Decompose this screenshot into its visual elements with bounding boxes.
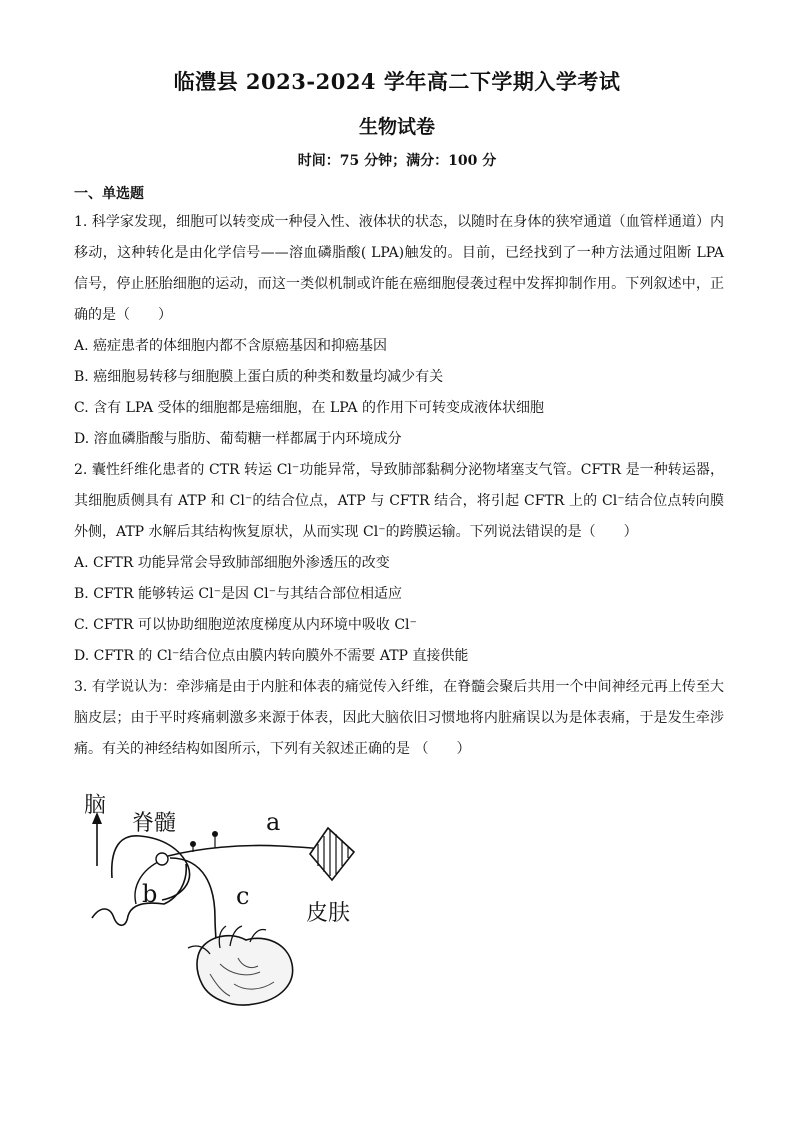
question-2-option-a: A. CFTR 功能异常会导致肺部细胞外渗透压的改变	[74, 555, 390, 571]
exam-meta: 时间：75 分钟；满分：100 分	[297, 153, 497, 169]
label-spinal-cord: 脊髓	[132, 811, 177, 836]
label-b: b	[142, 880, 158, 908]
question-1-option-a: A. 癌症患者的体细胞内都不含原癌基因和抑癌基因	[74, 338, 388, 354]
heart-illustration	[188, 926, 293, 1005]
exam-subtitle: 生物试卷	[358, 116, 435, 138]
question-2-option-d: D. CFTR 的 Cl⁻结合位点由膜内转向膜外不需要 ATP 直接供能	[74, 648, 469, 664]
label-c: c	[236, 882, 250, 910]
ganglion-dot-icon-2	[190, 841, 196, 847]
spinal-cord-lower	[92, 864, 186, 925]
neural-pathway-figure	[70, 778, 370, 1008]
neuron-cell-body-icon	[156, 853, 168, 865]
section-heading: 一、单选题	[74, 186, 144, 202]
visceral-fiber-c	[170, 858, 216, 943]
label-skin: 皮肤	[306, 901, 351, 926]
question-1-option-b: B. 癌细胞易转移与细胞膜上蛋白质的种类和数量均减少有关	[74, 369, 444, 385]
skin-receptor-icon	[310, 828, 354, 880]
question-2-option-c: C. CFTR 可以协助细胞逆浓度梯度从内环境中吸收 Cl⁻	[74, 617, 417, 633]
questions-content	[74, 207, 724, 765]
neural-pathway-diagram	[70, 778, 370, 1008]
question-1-option-c: C. 含有 LPA 受体的细胞都是癌细胞，在 LPA 的作用下可转变成液体状细胞	[74, 400, 544, 416]
question-2-stem: 2. 囊性纤维化患者的 CTR 转运 Cl⁻功能异常，导致肺部黏稠分泌物堵塞支气管。CFTR 是一种转运器，其细胞质侧具有 ATP 和 Cl⁻的结合位点，ATP 与 CFTR 结合，将引起 CFTR 上的 Cl⁻结合位点转向膜外侧，ATP 水解后其结构恢复原状，从而实现 Cl⁻的跨膜运输。下列说法错误的是（ ）	[74, 462, 724, 540]
question-2-option-b: B. CFTR 能够转运 Cl⁻是因 Cl⁻与其结合部位相适应	[74, 586, 403, 602]
label-a: a	[266, 808, 281, 836]
ganglion-dot-icon	[212, 831, 218, 837]
question-3-stem: 3. 有学说认为：牵涉痛是由于内脏和体表的痛觉传入纤维，在脊髓会聚后共用一个中间神经元再上传至大脑皮层；由于平时疼痛刺激多来源于体表，因此大脑依旧习惯地将内脏痛误以为是体表痛，于是发生牵涉痛。有关的神经结构如图所示，下列有关叙述正确的是 （ ）	[74, 679, 724, 757]
label-brain: 脑	[84, 793, 107, 818]
question-1-stem: 1. 科学家发现，细胞可以转变成一种侵入性、液体状的状态，以随时在身体的狭窄通道（血管样通道）内移动，这种转化是由化学信号——溶血磷脂酸( LPA)触发的。目前，已经找到了一种方法通过阻断 LPA 信号，停止胚胎细胞的运动，而这一类似机制或许能在癌细胞侵袭过程中发挥抑制作用。下列叙述中，正确的是（ ）	[74, 214, 724, 323]
exam-title: 临澧县 2023-2024 学年高二下学期入学考试	[173, 69, 621, 94]
question-1-option-d: D. 溶血磷脂酸与脂肪、葡萄糖一样都属于内环境成分	[74, 431, 402, 447]
